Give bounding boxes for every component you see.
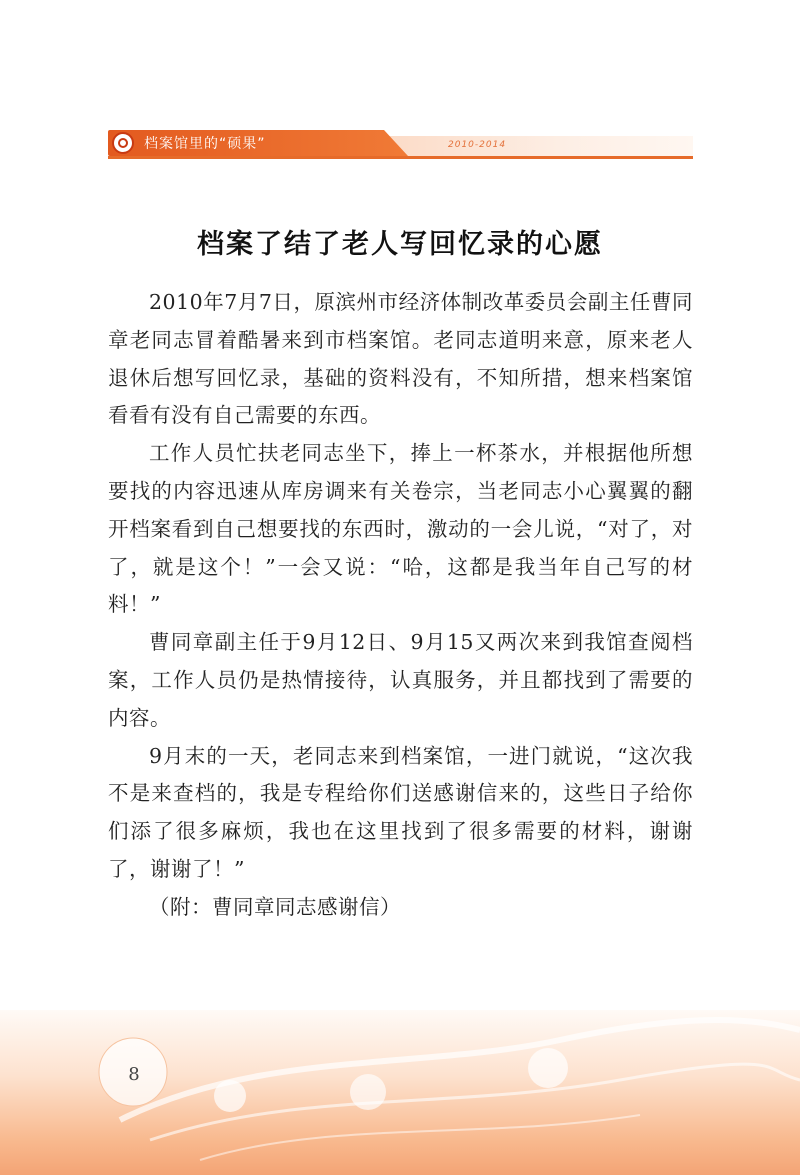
paragraph-4: 9月末的一天，老同志来到档案馆，一进门就说，“这次我不是来查档的，我是专程给你们送感谢信来的，这些日子给你们添了很多麻烦，我也在这里找到了很多需要的材料，谢谢了，谢谢了！” — [108, 743, 693, 881]
running-header — [108, 126, 693, 160]
page-number: 8 — [128, 1064, 140, 1085]
footer-swirl-decoration — [0, 1010, 800, 1175]
section-title: 档案馆里的“硕果” — [144, 136, 266, 152]
paragraph-3: 曹同章副主任于9月12日、9月15又两次来到我馆查阅档案，工作人员仍是热情接待，认真服务，并且都找到了需要的内容。 — [108, 630, 693, 730]
paragraph-1: 2010年7月7日，原滨州市经济体制改革委员会副主任曹同章老同志冒着酷暑来到市档案馆。老同志道明来意，原来老人退休后想写回忆录，基础的资料没有，不知所措，想来档案馆看看有没有自己需要的东西。 — [108, 290, 693, 428]
header-rule — [108, 156, 693, 159]
paragraph-5: （附：曹同章同志感谢信） — [149, 894, 401, 919]
article-body — [108, 284, 693, 927]
article-title: 档案了结了老人写回忆录的心愿 — [197, 229, 603, 261]
header-years: 2010-2014 — [448, 140, 507, 150]
archive-emblem-icon — [112, 132, 134, 154]
decorative-footer — [0, 1010, 800, 1175]
paragraph-2: 工作人员忙扶老同志坐下，捧上一杯茶水，并根据他所想要找的内容迅速从库房调来有关卷宗，当老同志小心翼翼的翻开档案看到自己想要找的东西时，激动的一会儿说，“对了，对了，就是这个！”一会又说：“哈，这都是我当年自己写的材料！” — [108, 441, 693, 617]
header-band — [358, 136, 693, 156]
